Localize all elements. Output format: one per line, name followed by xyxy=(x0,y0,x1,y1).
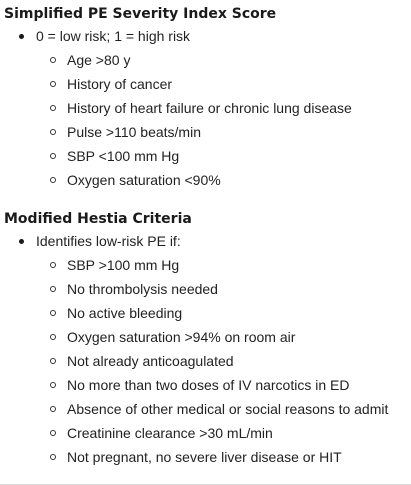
sub-item-text: SBP <100 mm Hg xyxy=(67,148,180,164)
sub-list-item xyxy=(0,349,411,373)
sub-item-text: Not already anticoagulated xyxy=(67,353,234,369)
spesi-section xyxy=(0,4,411,192)
bullet-list xyxy=(0,24,411,192)
sub-item-text: Oxygen saturation >94% on room air xyxy=(67,329,296,345)
circle-bullet-icon xyxy=(50,358,56,364)
bullet-text: 0 = low risk; 1 = high risk xyxy=(36,28,191,44)
sub-item-text: Not pregnant, no severe liver disease or HIT xyxy=(67,449,342,465)
section-heading: Simplified PE Severity Index Score xyxy=(4,6,277,22)
sub-list-item xyxy=(0,325,411,349)
circle-bullet-icon xyxy=(50,177,56,183)
sub-list-item xyxy=(0,168,411,192)
sub-item-text: Age >80 y xyxy=(67,52,131,68)
circle-bullet-icon xyxy=(50,382,56,388)
sub-list xyxy=(0,48,411,192)
circle-bullet-icon xyxy=(50,153,56,159)
bullet-row xyxy=(0,229,411,253)
sub-list-item xyxy=(0,48,411,72)
sub-item-text: No thrombolysis needed xyxy=(67,281,218,297)
sub-list-item xyxy=(0,72,411,96)
circle-bullet-icon xyxy=(50,105,56,111)
sub-list-item xyxy=(0,144,411,168)
sub-item-text: No more than two doses of IV narcotics in ED xyxy=(67,377,350,393)
bullet-row xyxy=(0,24,411,48)
circle-bullet-icon xyxy=(50,129,56,135)
sub-item-text: SBP >100 mm Hg xyxy=(67,257,180,273)
sub-list-item xyxy=(0,421,411,445)
sub-item-text: No active bleeding xyxy=(67,305,183,321)
sub-list-item xyxy=(0,96,411,120)
sub-item-text: Pulse >110 beats/min xyxy=(67,124,201,140)
sub-list xyxy=(0,253,411,469)
sub-item-text: Creatinine clearance >30 mL/min xyxy=(67,425,273,441)
section-heading: Modified Hestia Criteria xyxy=(4,211,192,227)
sub-item-text: Oxygen saturation <90% xyxy=(67,172,221,188)
circle-bullet-icon xyxy=(50,406,56,412)
sub-list-item xyxy=(0,277,411,301)
circle-bullet-icon xyxy=(50,454,56,460)
circle-bullet-icon xyxy=(50,286,56,292)
sub-item-text: History of heart failure or chronic lung disease xyxy=(67,100,352,116)
sub-list-item xyxy=(0,373,411,397)
list-item xyxy=(0,229,411,469)
hestia-section xyxy=(0,209,411,469)
disc-bullet-icon xyxy=(19,34,24,39)
sub-list-item xyxy=(0,253,411,277)
circle-bullet-icon xyxy=(50,310,56,316)
bullet-text: Identifies low-risk PE if: xyxy=(36,233,181,249)
circle-bullet-icon xyxy=(50,334,56,340)
list-item xyxy=(0,24,411,192)
circle-bullet-icon xyxy=(50,262,56,268)
sub-item-text: Absence of other medical or social reasons to admit xyxy=(67,401,389,417)
disc-bullet-icon xyxy=(19,239,24,244)
sub-list-item xyxy=(0,301,411,325)
sub-list-item xyxy=(0,445,411,469)
circle-bullet-icon xyxy=(50,57,56,63)
sub-list-item xyxy=(0,120,411,144)
circle-bullet-icon xyxy=(50,430,56,436)
sub-item-text: History of cancer xyxy=(67,76,173,92)
bullet-list xyxy=(0,229,411,469)
sub-list-item xyxy=(0,397,411,421)
circle-bullet-icon xyxy=(50,81,56,87)
